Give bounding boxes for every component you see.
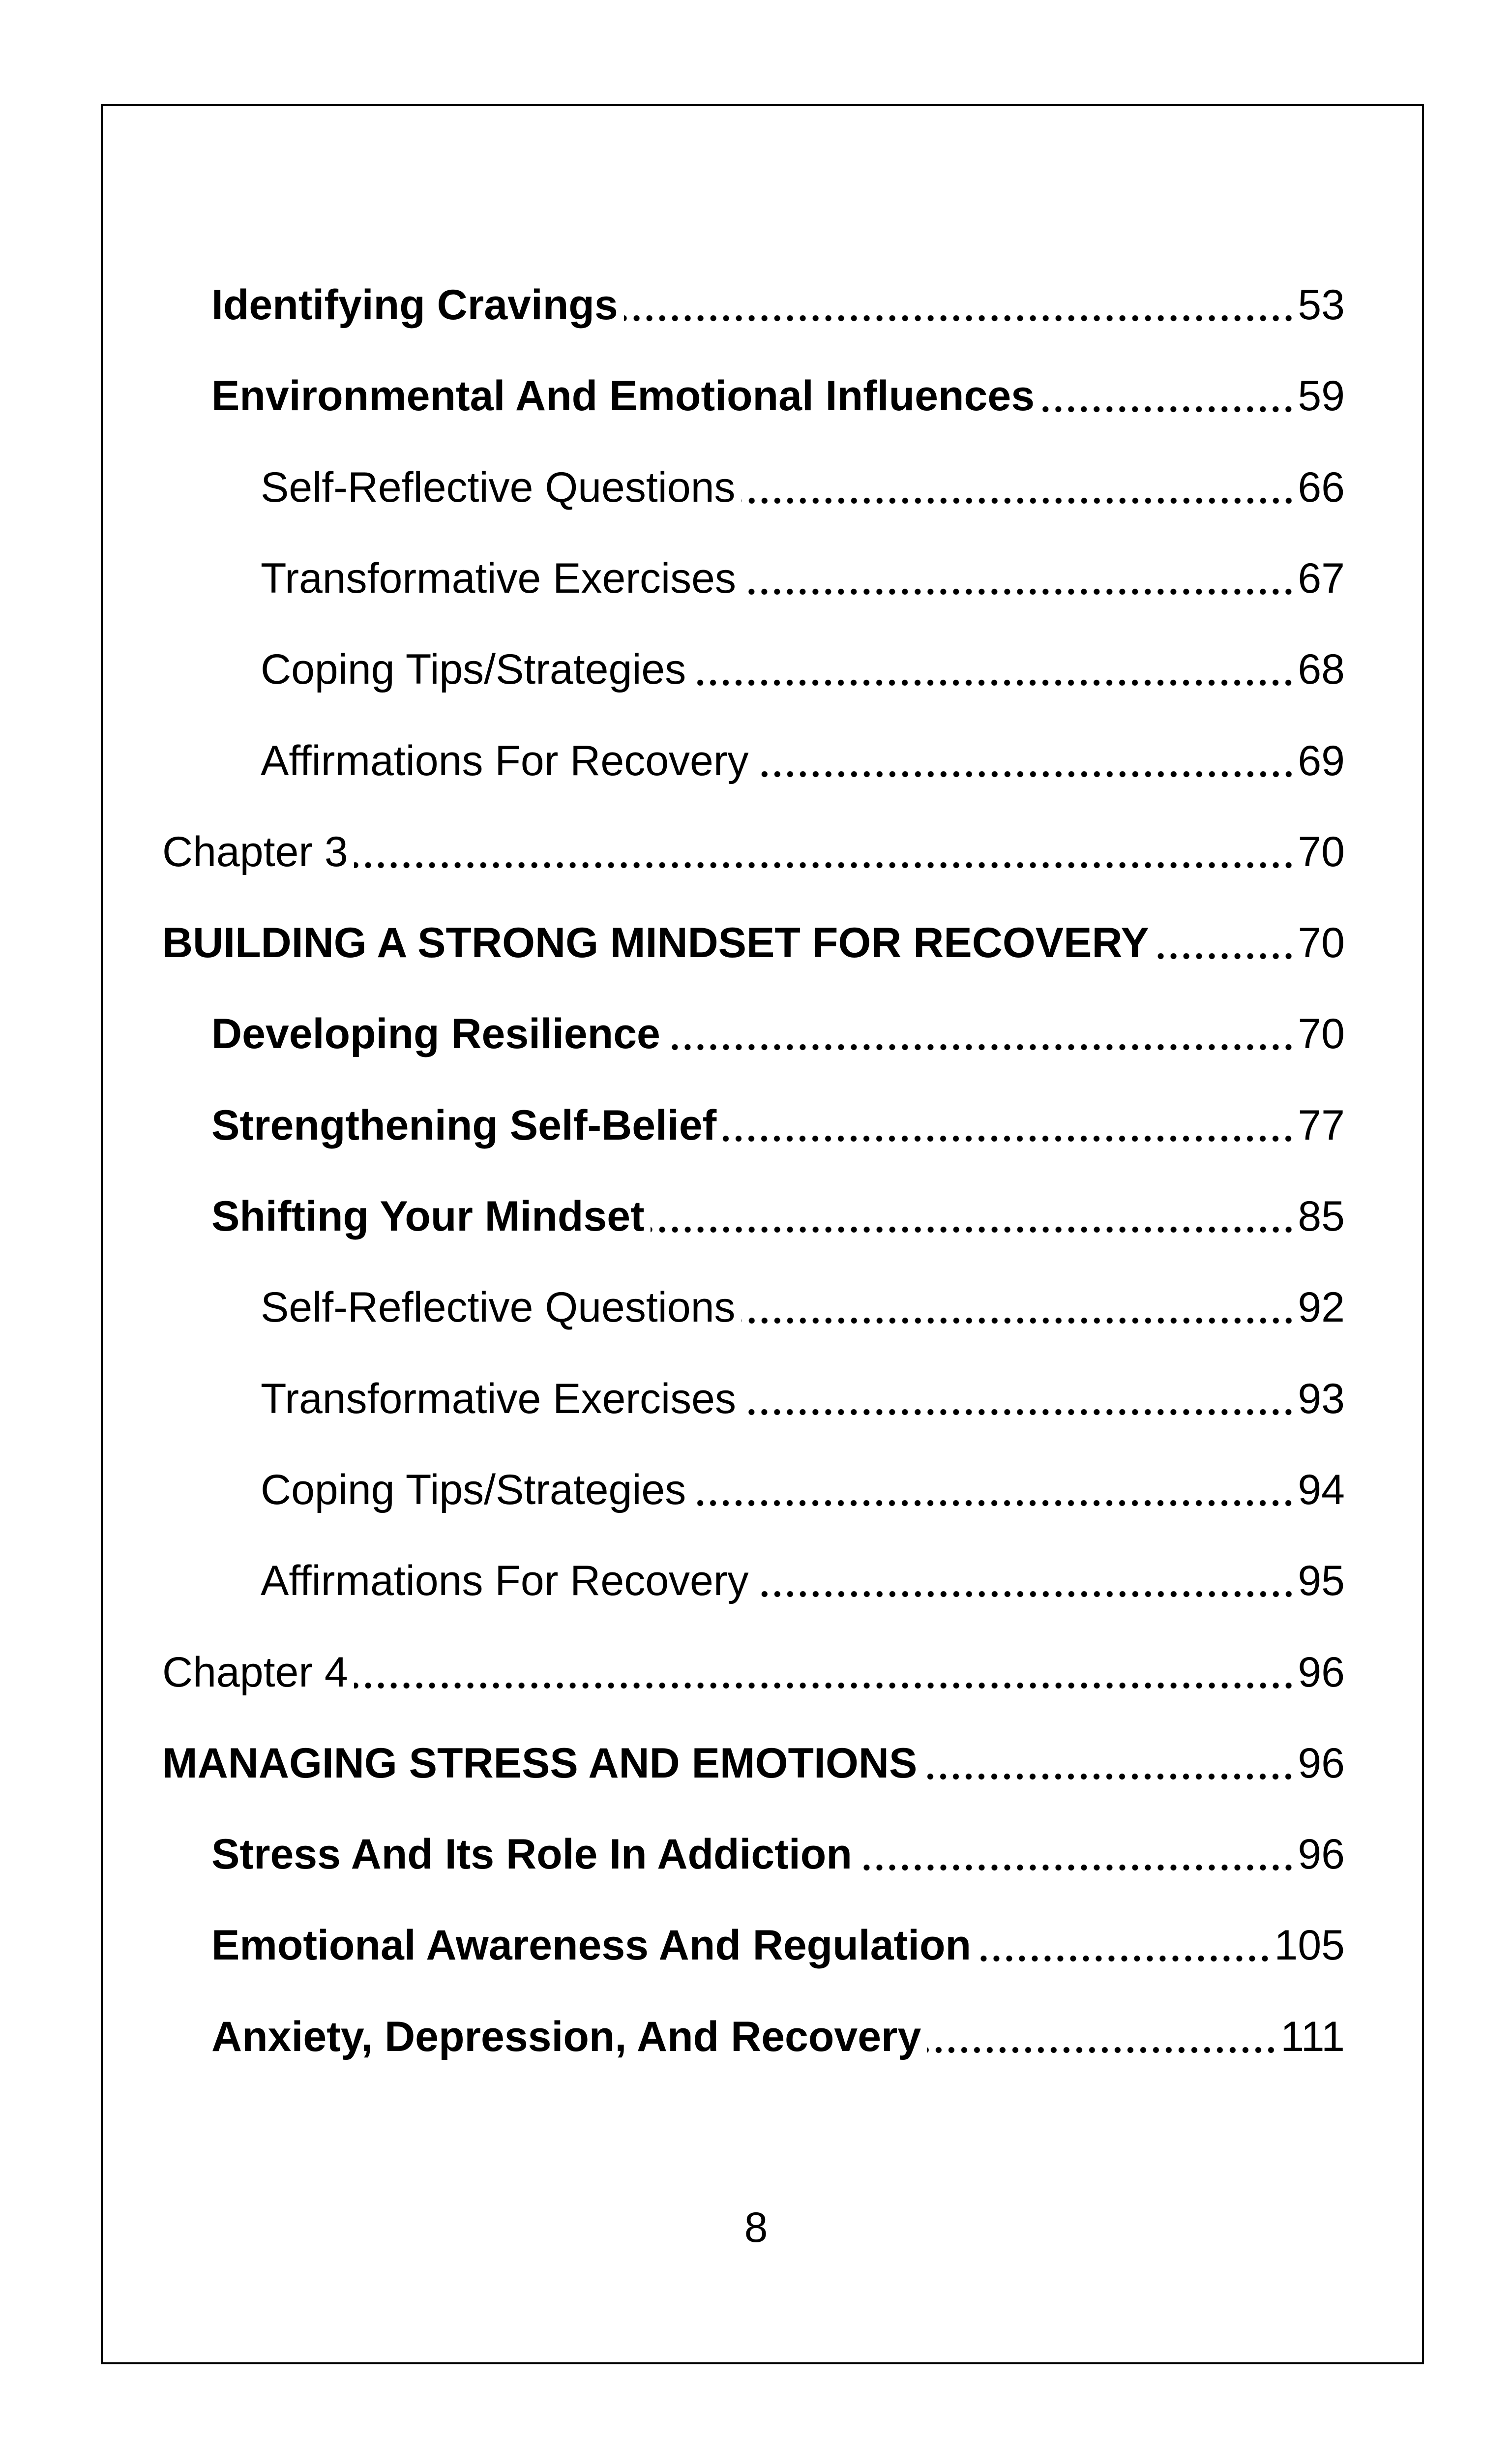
toc-entry-page: 111 [1280, 2013, 1345, 2060]
toc-entry[interactable] [261, 1549, 1345, 1613]
page-number: 8 [744, 2204, 768, 2251]
toc-entry-title: Environmental And Emotional Influences [211, 372, 1035, 420]
toc-entry[interactable] [261, 1367, 1345, 1431]
toc-entry-title: Coping Tips/Strategies [261, 1466, 686, 1513]
toc-entry-title: Chapter 3 [162, 828, 348, 875]
dot-leader [651, 1225, 1295, 1235]
toc-entry-page: 95 [1298, 1557, 1345, 1604]
dot-leader [1040, 404, 1295, 414]
toc-entry-title: Anxiety, Depression, And Recovery [211, 2013, 921, 2060]
toc-entry[interactable] [261, 546, 1345, 610]
toc-entry-title: Coping Tips/Strategies [261, 646, 686, 693]
dot-leader [742, 1407, 1295, 1417]
dot-leader [927, 2045, 1277, 2055]
toc-entry-page: 94 [1298, 1466, 1345, 1513]
toc-entry-page: 96 [1298, 1831, 1345, 1878]
dot-leader [666, 1042, 1295, 1052]
toc-entry[interactable] [261, 1458, 1345, 1522]
toc-entry-title: Self-Reflective Questions [261, 1284, 736, 1331]
toc-entry[interactable] [162, 1731, 1345, 1795]
toc-entry[interactable] [261, 637, 1345, 701]
toc-entry-page: 70 [1298, 1010, 1345, 1057]
toc-entry-page: 96 [1298, 1649, 1345, 1696]
toc-entry-page: 85 [1298, 1193, 1345, 1240]
toc-entry-title: Transformative Exercises [261, 1375, 736, 1422]
toc-entry-page: 69 [1298, 737, 1345, 784]
dot-leader [741, 1316, 1295, 1326]
toc-entry-page: 92 [1298, 1284, 1345, 1331]
toc-entry[interactable] [211, 1184, 1345, 1248]
toc-entry-title: Affirmations For Recovery [261, 737, 749, 784]
dot-leader [923, 1772, 1295, 1781]
toc-entry-page: 53 [1298, 281, 1345, 329]
toc-entry-page: 66 [1298, 464, 1345, 511]
toc-entry[interactable] [211, 2005, 1345, 2069]
toc-entry-page: 70 [1298, 919, 1345, 966]
toc-entry-title: Stress And Its Role In Addiction [211, 1831, 852, 1878]
toc-entry[interactable] [211, 1002, 1345, 1066]
toc-entry-page: 68 [1298, 646, 1345, 693]
toc-entry[interactable] [211, 364, 1345, 428]
toc-entry[interactable] [162, 1640, 1345, 1704]
dot-leader [741, 496, 1295, 506]
toc-entry-page: 70 [1298, 828, 1345, 875]
dot-leader [624, 313, 1295, 323]
toc-entry-title: BUILDING A STRONG MINDSET FOR RECOVERY [162, 919, 1149, 966]
toc-entry-title: MANAGING STRESS AND EMOTIONS [162, 1740, 918, 1787]
toc-entry-title: Developing Resilience [211, 1010, 660, 1057]
toc-entry-page: 96 [1298, 1740, 1345, 1787]
dot-leader [755, 1589, 1295, 1599]
toc-entry[interactable] [162, 911, 1345, 975]
toc-entry-title: Chapter 4 [162, 1649, 348, 1696]
toc-entry-page: 67 [1298, 555, 1345, 602]
dot-leader [1155, 951, 1295, 961]
toc-entry-title: Affirmations For Recovery [261, 1557, 749, 1604]
dot-leader [858, 1863, 1295, 1872]
toc-entry-page: 59 [1298, 372, 1345, 420]
toc-entry-title: Emotional Awareness And Regulation [211, 1922, 972, 1969]
dot-leader [742, 587, 1295, 597]
toc-entry-page: 93 [1298, 1375, 1345, 1422]
dot-leader [354, 860, 1295, 870]
toc-entry-title: Self-Reflective Questions [261, 464, 736, 511]
dot-leader [755, 769, 1295, 779]
toc-entry-title: Strengthening Self-Belief [211, 1102, 717, 1149]
dot-leader [692, 1498, 1295, 1508]
toc-entry[interactable] [261, 729, 1345, 793]
toc-entry[interactable] [211, 273, 1345, 337]
dot-leader [977, 1954, 1271, 1963]
toc-entry[interactable] [211, 1913, 1345, 1977]
toc-entry-page: 105 [1274, 1922, 1345, 1969]
toc-entry-page: 77 [1298, 1102, 1345, 1149]
toc-entry-title: Shifting Your Mindset [211, 1193, 645, 1240]
dot-leader [692, 678, 1295, 688]
toc-entry-title: Identifying Cravings [211, 281, 618, 329]
toc-entry-title: Transformative Exercises [261, 555, 736, 602]
toc-entry[interactable] [261, 455, 1345, 519]
toc-entry[interactable] [261, 1275, 1345, 1339]
dot-leader [354, 1681, 1295, 1690]
toc-entry[interactable] [211, 1822, 1345, 1886]
toc-entry[interactable] [162, 820, 1345, 884]
dot-leader [722, 1134, 1295, 1144]
toc-entry[interactable] [211, 1093, 1345, 1157]
